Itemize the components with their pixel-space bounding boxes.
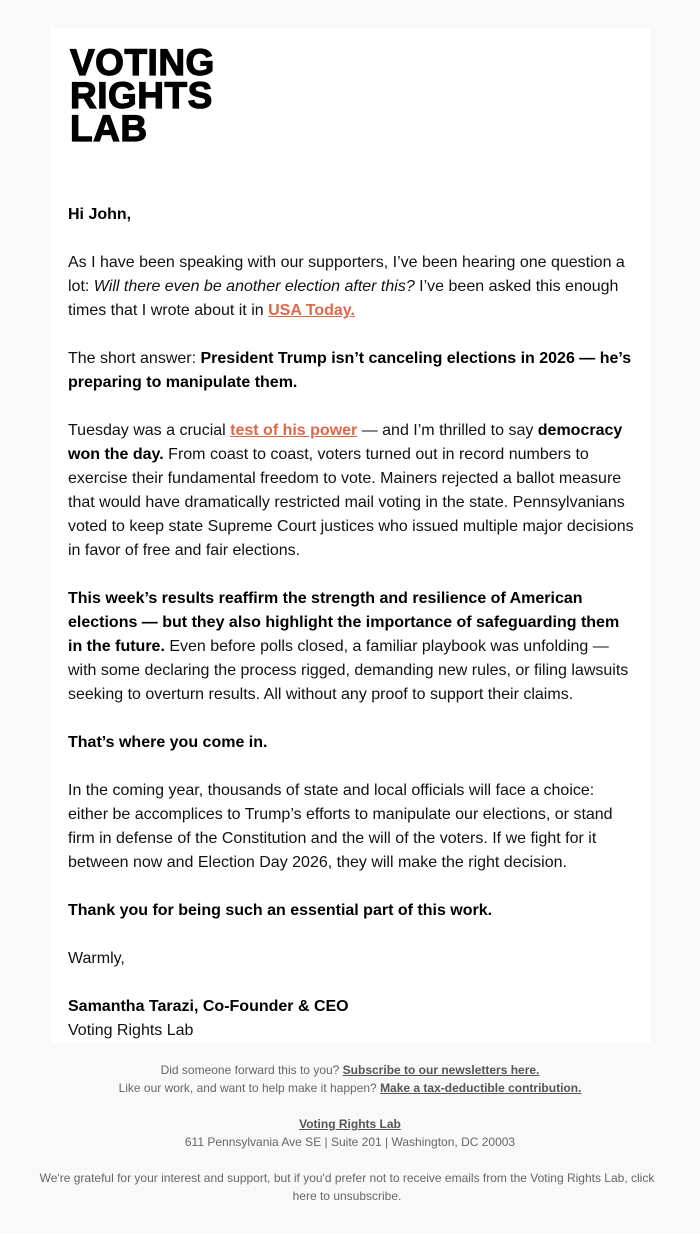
logo-line: LAB — [70, 108, 148, 149]
text: I’ve been asked this enough times that I wrote about it in — [68, 278, 619, 319]
text: Did someone forward this to you? — [160, 1063, 343, 1077]
test-of-his-power-link[interactable]: test of his power — [230, 422, 358, 439]
paragraph-5: That’s where you come in. — [68, 734, 268, 751]
paragraph-7: Thank you for being such an essential part of this work. — [68, 902, 493, 919]
usa-today-link[interactable]: USA Today. — [268, 302, 355, 319]
text: Tuesday was a crucial — [68, 422, 231, 439]
email-body — [68, 203, 634, 1067]
org-link[interactable]: Voting Rights Lab — [299, 1117, 401, 1131]
closing: Warmly, — [68, 950, 125, 967]
logo-line: VOTING — [70, 42, 215, 83]
text: Even before polls closed, a familiar playbook was unfolding — with some declaring the process rigged, demanding new rules, or filing lawsuits seeking to overturn results. All without any proof to support their claims. — [68, 638, 629, 703]
bold-text: This week’s results reaffirm the strength and resilience of American elections — but they also highlight the importance of safeguarding them in the future. — [68, 590, 620, 655]
greeting: Hi John, — [68, 206, 132, 223]
email-card — [50, 28, 650, 1043]
signature — [68, 995, 634, 1043]
logo-line: RIGHTS — [70, 75, 213, 116]
paragraph-1 — [68, 251, 634, 323]
email-footer — [39, 1061, 655, 1223]
italic-question: Will there even be another election after this? — [93, 278, 415, 295]
bold-text: President Trump isn’t canceling elections in 2026 — he’s preparing to manipulate them. — [68, 350, 632, 391]
paragraph-6: In the coming year, thousands of state and local officials will face a choice: either be accomplices to Trump’s efforts to manipulate our elections, or stand firm in defense of the Constitution and the will of the voters. If we fight for it between now and Election Day 2026, they will make the right decision. — [68, 782, 613, 871]
address: 611 Pennsylvania Ave SE | Suite 201 | Washington, DC 20003 — [184, 1135, 516, 1149]
text: As I have been speaking with our supporters, I’ve been hearing one question a lot: — [68, 254, 625, 295]
subscribe-link[interactable]: Subscribe to our newsletters here. — [342, 1063, 540, 1077]
text: — and I’m thrilled to say — [357, 422, 538, 439]
signature-org: Voting Rights Lab — [68, 1022, 194, 1039]
paragraph-2 — [68, 347, 634, 395]
paragraph-4 — [68, 587, 634, 707]
unsubscribe-text[interactable]: We're grateful for your interest and support, but if you'd prefer not to receive emails from the Voting Rights Lab, click here to unsubscribe. — [39, 1171, 655, 1203]
text: The short answer: — [68, 350, 201, 367]
text: From coast to coast, voters turned out in record numbers to exercise their fundamental freedom to vote. Mainers rejected a ballot measure that would have dramatically restricted mail voting in the state. Pennsylvanians voted to keep state Supreme Court justices who issued multiple major decisions in favor of free and fair elections. — [68, 446, 634, 559]
paragraph-3 — [68, 419, 634, 563]
text: Like our work, and want to help make it happen? — [118, 1081, 381, 1095]
signature-name: Samantha Tarazi, Co-Founder & CEO — [68, 998, 349, 1015]
voting-rights-lab-logo — [70, 42, 215, 149]
bold-text: democracy won the day. — [68, 422, 623, 463]
donate-link[interactable]: Make a tax-deductible contribution. — [380, 1081, 582, 1095]
